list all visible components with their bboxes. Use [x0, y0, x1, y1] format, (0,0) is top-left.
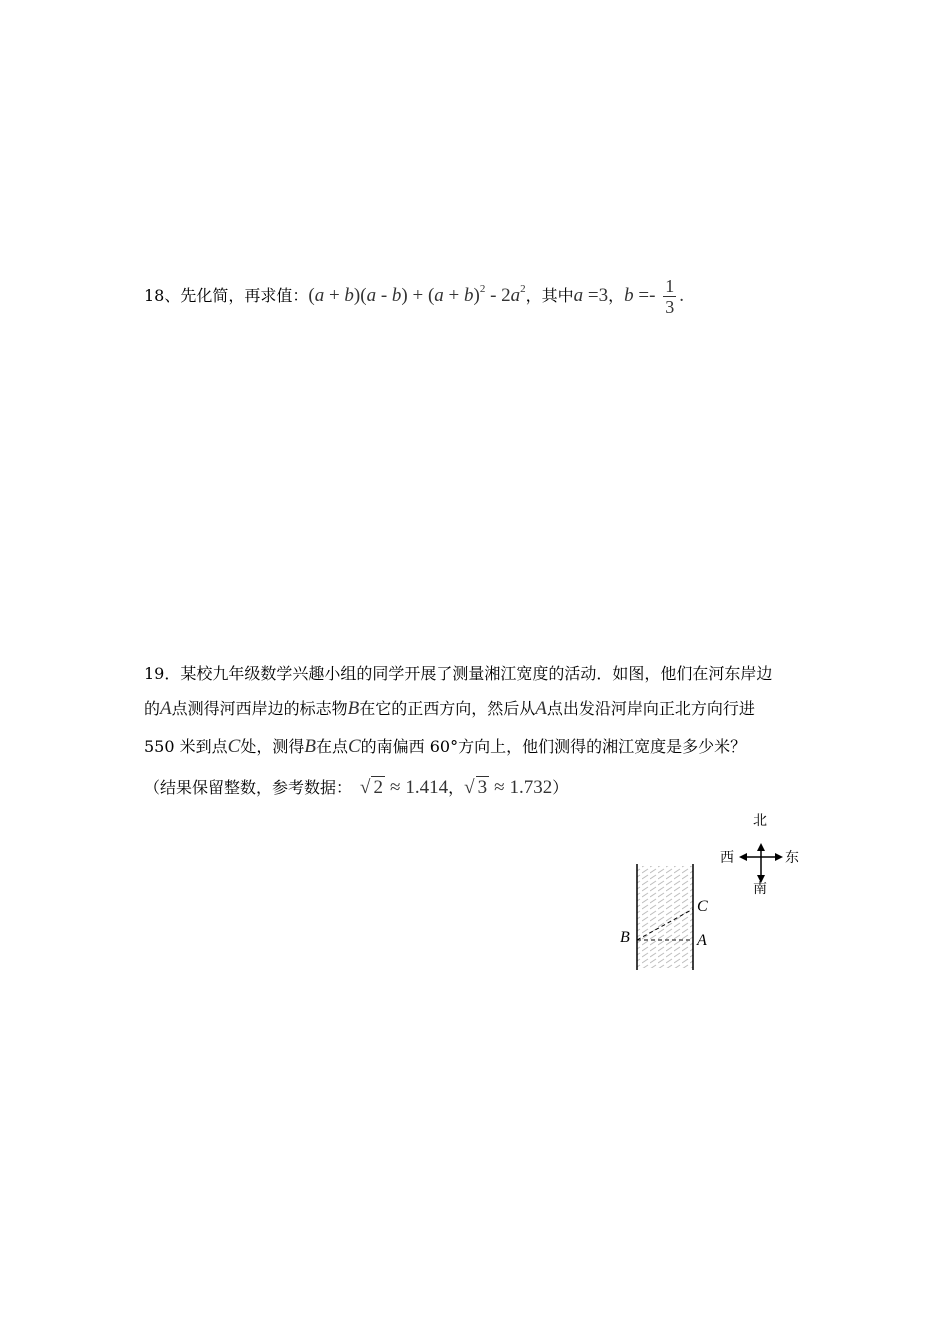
- q18-exp2: 2: [520, 283, 526, 295]
- q18-minus2: -: [485, 285, 502, 306]
- q18-rp2: ): [401, 285, 408, 306]
- q18-a1: a: [314, 285, 325, 306]
- q18-plus2: +: [407, 285, 428, 306]
- q18-rp1: ): [353, 285, 361, 306]
- approx-sign-1: ≈: [389, 777, 401, 798]
- q18-minus1: -: [376, 285, 392, 306]
- sqrt-2: √ 2: [360, 777, 383, 798]
- q19-l2-d: 点出发沿河岸向正北方向行进: [546, 699, 755, 718]
- q19-point-C2: C: [347, 736, 361, 757]
- q19-l3-c: 在点: [315, 737, 348, 756]
- q18-sep: ，: [608, 286, 625, 305]
- q18-a5: a: [573, 285, 584, 306]
- q18-eq-b: =-: [633, 285, 661, 306]
- q18-mid: ，其中: [525, 286, 574, 305]
- q19-l2-a: 的: [144, 699, 161, 718]
- q18-a4: a: [510, 285, 521, 306]
- q19-l2-b: 点测得河西岸边的标志物: [171, 699, 348, 718]
- q19-line-2: [144, 698, 755, 720]
- q19-point-B2: B: [304, 736, 316, 757]
- q18-plus1: +: [324, 285, 345, 306]
- label-A: A: [697, 932, 707, 949]
- q18-lp3: (: [427, 285, 435, 306]
- q18-b3: b: [464, 285, 474, 306]
- q19-point-A: A: [160, 698, 172, 719]
- approx-sign-2: ≈: [494, 777, 505, 798]
- q19-line1-text: 19．某校九年级数学兴趣小组的同学开展了测量湘江宽度的活动．如图，他们在河东岸边: [144, 664, 773, 683]
- q18-frac-num: 1: [665, 276, 675, 296]
- q18-a2: a: [366, 285, 377, 306]
- question-18: [144, 276, 684, 317]
- q18-plus3: +: [443, 285, 464, 306]
- q19-line-1: [144, 663, 772, 685]
- q19-l3-d: 的南偏西 60°方向上，他们测得的湘江宽度是多少米？: [360, 737, 747, 756]
- q18-rp3: ): [473, 285, 480, 306]
- q19-l4-end: ）: [552, 778, 569, 797]
- compass-south: 南: [753, 881, 767, 897]
- q19-l3-b: 处，测得: [240, 737, 305, 756]
- q19-point-C: C: [227, 736, 241, 757]
- q18-b5: b: [624, 285, 634, 306]
- compass-icon: [739, 843, 783, 883]
- q18-b2: b: [391, 285, 402, 306]
- sqrt-3-radicand: 3: [477, 777, 488, 798]
- q19-l2-c: 在它的正西方向，然后从: [359, 699, 536, 718]
- q18-frac-den: 3: [665, 297, 675, 317]
- q18-lp2: (: [360, 285, 367, 306]
- q19-point-A2: A: [535, 698, 547, 719]
- q19-line-4: [144, 776, 568, 799]
- q18-eq-a: =3: [583, 285, 609, 306]
- river-diagram: [610, 808, 810, 978]
- q19-line-3: [144, 736, 746, 758]
- sqrt-3: √ 3: [464, 777, 488, 798]
- q18-coef: 2: [501, 285, 511, 306]
- sqrt-2-radicand: 2: [373, 777, 383, 798]
- q19-point-B: B: [347, 698, 360, 719]
- q18-fraction: [663, 276, 676, 317]
- sqrt-2-value: 1.414: [405, 777, 449, 798]
- compass-west: 西: [720, 850, 734, 866]
- q18-lp1: (: [308, 285, 315, 306]
- compass-north: 北: [753, 813, 767, 829]
- label-B: B: [620, 929, 630, 946]
- sqrt-3-value: 1.732: [509, 777, 553, 798]
- q18-exp1: 2: [479, 283, 486, 295]
- q19-comma: ，: [448, 778, 465, 797]
- q19-l3-a: 550 米到点: [144, 737, 228, 756]
- river-water: [637, 866, 693, 968]
- q18-prefix: 18、先化简，再求值：: [144, 286, 309, 305]
- q18-b1: b: [344, 285, 354, 306]
- q18-a3: a: [434, 285, 444, 306]
- q18-end: .: [679, 285, 684, 306]
- q19-l4-a: （结果保留整数，参考数据：: [144, 778, 353, 797]
- compass-east: 东: [785, 850, 799, 866]
- label-C: C: [697, 898, 708, 915]
